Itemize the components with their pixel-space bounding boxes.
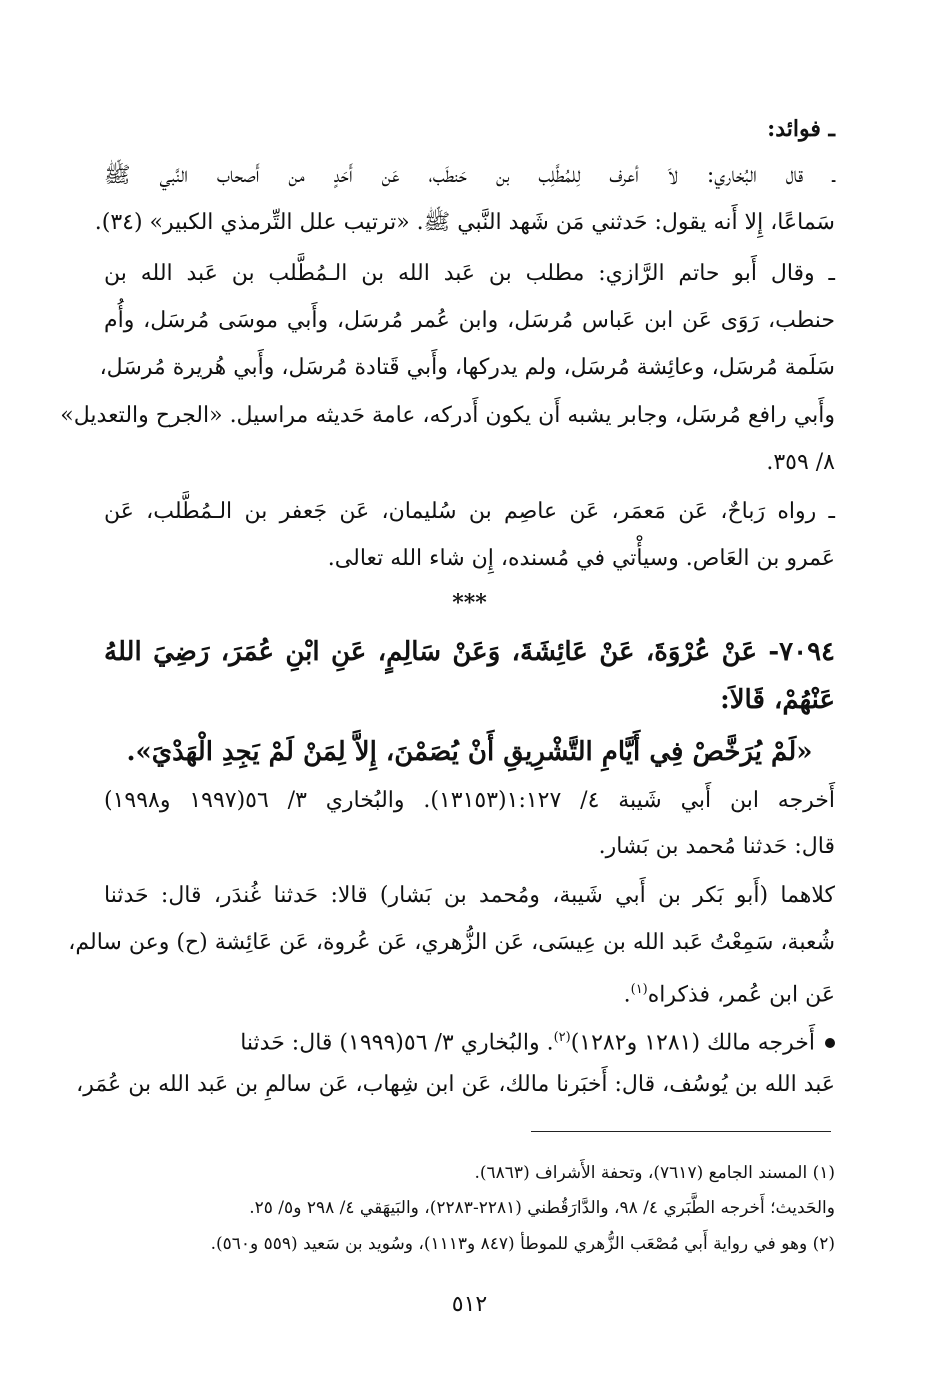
paragraph-line: سَلَمة مُرسَل، وعائِشة مُرسَل، ولم يدركها، وأَبي قَتادة مُرسَل، وأَبي هُريرة مُرسَل، [99, 355, 835, 380]
footnote-line: (١) المسند الجامع (٧٦١٧)، وتحفة الأَشراف (٦٨٦٣). [474, 1163, 835, 1183]
footnote-line: والحَديث؛ أَخرجه الطَّبَري ٤/ ٩٨، والدَّارَقُطني (٢٢٨١-٢٢٨٣)، والبَيهَقي ٤/ ٢٩٨ و٥/ ٢٥. [249, 1198, 835, 1218]
paragraph-line: عَمرو بن العَاص. وسيأْتي في مُسنده، إِن شاء الله تعالى. [327, 546, 835, 571]
hadith-matn: «لَمْ يُرَخَّصْ فِي أَيَّامِ التَّشْرِيقِ أَنْ يُصَمْنَ، إِلاَّ لِمَنْ لَمْ يَجِدِ الْهَدْيَ». [126, 737, 813, 767]
page-number: ٥١٢ [451, 1292, 488, 1317]
paragraph-line: ٨/ ٣٥٩. [766, 450, 835, 475]
takhrij-text: عَن ابن عُمر، فذكراه [647, 982, 835, 1008]
takhrij-text: . [623, 982, 631, 1008]
takhrij-line: كلاهما (أَبو بَكر بن أَبي شَيبة، ومُحمد بن بَشار) قالا: حَدثنا غُندَر، قال: حَدثنا [104, 883, 835, 908]
footnote-line: (٢) وهو في رواية أَبي مُصْعَب الزُّهري للموطأ (٨٤٧ و١١١٣)، وسُويد بن سَعيد (٥٥٩ و٥٦٠). [210, 1234, 835, 1254]
paragraph-line: ـ قال البُخاري: لاَ أعرف لِلمُطَّلِب بن حَنطَب، عَن أَحَدٍ من أَصحاب النَّبي ﷺ [104, 163, 835, 188]
section-heading: ـ فوائد: [767, 116, 835, 142]
takhrij-line: قال: حَدثنا مُحمد بن بَشار. [598, 834, 835, 859]
footnote-ref: (٢) [553, 1030, 571, 1045]
hadith-isnad-line: ٧٠٩٤- عَنْ عُرْوَةَ، عَنْ عَائِشَةَ، وَعَنْ سَالِمٍ، عَنِ ابْنِ عُمَرَ، رَضِيَ اللهُ [104, 637, 835, 667]
paragraph-line: وأَبي رافع مُرسَل، وجابر يشبه أَن يكون أَدركه، عامة حَديثه مراسيل. «الجرح والتعديل» [60, 403, 835, 428]
paragraph-line: ـ رواه رَباحٌ، عَن مَعمَر، عَن عاصِم بن سُليمان، عَن جَعفر بن الـمُطَّلب، عَن [104, 499, 835, 524]
takhrij-line [104, 1023, 835, 1058]
hadith-isnad-line: عَنْهُمْ، قَالاَ: [720, 685, 835, 715]
takhrij-line: عَبد الله بن يُوسُف، قال: أَخبَرنا مالك، عَن ابن شِهاب، عَن سالمِ بن عَبد الله بن عُمَر، [76, 1072, 835, 1097]
takhrij-text: . والبُخاري ٣/ ٥٦(١٩٩٩) قال: حَدثنا [240, 1030, 554, 1056]
footnote-ref: (١) [630, 982, 648, 997]
takhrij-line: شُعبة، سَمِعْتُ عَبد الله بن عِيسَى، عَن الزُّهري، عَن عُروة، عَن عَائِشة (ح) وعن سالم، [68, 930, 835, 955]
paragraph-line: سَماعًا، إِلا أَنه يقول: حَدثني مَن شَهد النَّبي ﷺ. «ترتيب علل التِّرمذي الكبير» (٣٤). [94, 210, 835, 235]
paragraph-line: حنطب، رَوَى عَن ابن عَباس مُرسَل، وابن عُمر مُرسَل، وأَبي موسَى مُرسَل، وأُم [104, 308, 835, 333]
footnote-divider [531, 1131, 831, 1132]
takhrij-line: أَخرجه ابن أَبي شَيبة ٤/ ١:١٢٧(١٣١٥٣). والبُخاري ٣/ ٥٦(١٩٩٧ و١٩٩٨) [104, 788, 836, 813]
bullet-icon [825, 1038, 835, 1048]
section-separator: *** [452, 590, 487, 616]
takhrij-line [104, 975, 835, 1010]
paragraph-line: ـ وقال أَبو حاتم الرَّازي: مطلب بن عَبد الله بن الـمُطَّلب بن عَبد الله بن [104, 261, 835, 286]
takhrij-text: أَخرجه مالك (١٢٨١ و١٢٨٢) [570, 1030, 815, 1056]
